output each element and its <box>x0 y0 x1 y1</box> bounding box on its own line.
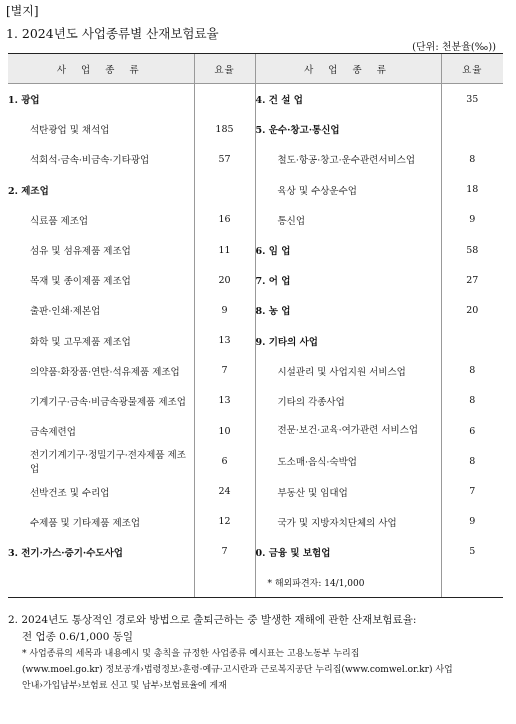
industry-cell-right: 통신업 <box>255 205 441 235</box>
header-rate-left: 요율 <box>194 54 255 84</box>
rate-cell-right: 6 <box>441 416 503 446</box>
rate-cell-left: 13 <box>194 386 255 416</box>
industry-cell-left: 수제품 및 기타제품 제조업 <box>30 517 141 529</box>
industry-cell-left: 2. 제조업 <box>8 185 49 197</box>
rate-cell-left: 24 <box>194 476 255 506</box>
industry-cell-left: 의약품·화장품·연탄·석유제품 제조업 <box>30 366 180 378</box>
industry-cell-right: 육상 및 수상운수업 <box>255 175 441 205</box>
rate-cell-left: 9 <box>194 295 255 325</box>
table-row <box>8 295 503 325</box>
unit-label: (단위: 천분율(‰)) <box>412 42 496 53</box>
rate-cell-left: 57 <box>194 144 255 174</box>
industry-cell-right: 기타의 각종사업 <box>255 386 441 416</box>
industry-cell-left: 3. 전기·가스·증기·수도사업 <box>8 547 123 559</box>
rate-cell-left: 7 <box>194 356 255 386</box>
industry-cell-right: 6. 임 업 <box>255 235 441 265</box>
table-row <box>8 175 503 205</box>
rate-cell-left: 11 <box>194 235 255 265</box>
header-industry-right: 사 업 종 류 <box>255 54 441 84</box>
rate-cell-right: 27 <box>441 265 503 295</box>
industry-cell-left: 선박건조 및 수리업 <box>30 487 110 499</box>
footer-notes <box>8 612 508 694</box>
rate-cell-right: 20 <box>441 295 503 325</box>
overseas-dispatch-note: * 해외파견자: 14/1,000 <box>255 567 441 598</box>
footnote-line-2: (www.moel.go.kr) 정보공개›법령정보›훈령·예규·고시란과 근로복지공단 누리집(www.comwel.or.kr) 사업 <box>22 665 453 675</box>
rate-cell-left: 10 <box>194 416 255 446</box>
industry-cell-right: 철도·항공·창고·운수관련서비스업 <box>255 144 441 174</box>
rate-cell-right: 58 <box>441 235 503 265</box>
footnote-line-3: 안내›가입납부›보험료 신고 및 납부›보험료율에 게재 <box>22 681 227 691</box>
commute-rate-value: 전 업종 0.6/1,000 동일 <box>22 631 134 643</box>
table-row <box>8 84 503 115</box>
table-row <box>8 326 503 356</box>
table-row <box>8 537 503 567</box>
table-header-row <box>8 54 503 84</box>
header-rate-right: 요율 <box>441 54 503 84</box>
table-row <box>8 386 503 416</box>
empty-cell <box>8 567 194 598</box>
table-body <box>8 84 503 598</box>
industry-cell-left: 1. 광업 <box>8 95 40 107</box>
industry-cell-right: 7. 어 업 <box>255 265 441 295</box>
table-row <box>8 265 503 295</box>
table-row <box>8 567 503 598</box>
rate-cell-right <box>441 326 503 356</box>
rate-cell-right: 8 <box>441 446 503 476</box>
industry-cell-right: 0. 금융 및 보험업 <box>255 537 441 567</box>
rate-cell-right: 7 <box>441 476 503 506</box>
rate-cell-right: 18 <box>441 175 503 205</box>
industry-cell-left: 기계기구·금속·비금속광물제품 제조업 <box>30 396 186 408</box>
table-row <box>8 205 503 235</box>
industry-cell-left: 출판·인쇄·제본업 <box>30 306 101 318</box>
industry-cell-left: 목재 및 종이제품 제조업 <box>30 276 131 288</box>
industry-cell-right: 전문·보건·교육·여가관련 서비스업 <box>255 416 441 446</box>
rate-cell-left: 12 <box>194 507 255 537</box>
rate-cell-right: 35 <box>441 84 503 115</box>
rate-cell-left: 16 <box>194 205 255 235</box>
table-row <box>8 507 503 537</box>
rate-cell-right: 9 <box>441 507 503 537</box>
header-industry-left: 사 업 종 류 <box>8 54 194 84</box>
table-row <box>8 446 503 476</box>
rate-cell-right <box>441 114 503 144</box>
industry-cell-right: 도소매·음식·숙박업 <box>255 446 441 476</box>
table-row <box>8 416 503 446</box>
commute-rate-line: 2. 2024년도 통상적인 경로와 방법으로 출퇴근하는 중 발생한 재해에 관한 산재보험료율: <box>8 614 417 626</box>
industry-cell-right: 국가 및 지방자치단체의 사업 <box>255 507 441 537</box>
industry-cell-left: 석회석·금속·비금속·기타광업 <box>30 155 150 167</box>
industry-cell-right: 5. 운수·창고·통신업 <box>255 114 441 144</box>
industry-cell-right: 4. 건 설 업 <box>255 84 441 115</box>
industry-cell-left: 전기기계기구·정밀기구·전자제품 제조업 <box>30 450 186 476</box>
industry-cell-left: 금속제련업 <box>30 427 76 439</box>
industry-cell-right: 시설관리 및 사업지원 서비스업 <box>255 356 441 386</box>
rate-cell-left: 13 <box>194 326 255 356</box>
insurance-rate-table <box>8 53 503 598</box>
table-row <box>8 144 503 174</box>
table-row <box>8 235 503 265</box>
rate-cell-right: 8 <box>441 144 503 174</box>
annex-tag: [별지] <box>6 4 39 18</box>
rate-cell-right: 5 <box>441 537 503 567</box>
rate-cell-left: 185 <box>194 114 255 144</box>
rate-cell-right: 8 <box>441 356 503 386</box>
empty-cell <box>441 567 503 598</box>
empty-cell <box>194 567 255 598</box>
rate-cell-left: 7 <box>194 537 255 567</box>
industry-cell-right: 9. 기타의 사업 <box>255 326 441 356</box>
table-row <box>8 476 503 506</box>
rate-cell-right: 9 <box>441 205 503 235</box>
table-row <box>8 114 503 144</box>
industry-cell-right: 부동산 및 임대업 <box>255 476 441 506</box>
rate-cell-right: 8 <box>441 386 503 416</box>
footnote-line-1: * 사업종류의 세목과 내용예시 및 총칙을 규정한 사업종류 예시표는 고용노동부 누리집 <box>22 649 360 659</box>
industry-cell-left: 식료품 제조업 <box>30 215 89 227</box>
industry-cell-left: 석탄광업 및 채석업 <box>30 125 110 137</box>
section-heading: 1. 2024년도 사업종류별 산재보험료율 <box>6 26 219 41</box>
industry-cell-left: 섬유 및 섬유제품 제조업 <box>30 246 131 258</box>
rate-cell-left: 6 <box>194 446 255 476</box>
industry-cell-right: 8. 농 업 <box>255 295 441 325</box>
rate-cell-left <box>194 84 255 115</box>
table-row <box>8 356 503 386</box>
industry-cell-left: 화학 및 고무제품 제조업 <box>30 336 131 348</box>
rate-cell-left: 20 <box>194 265 255 295</box>
rate-cell-left <box>194 175 255 205</box>
